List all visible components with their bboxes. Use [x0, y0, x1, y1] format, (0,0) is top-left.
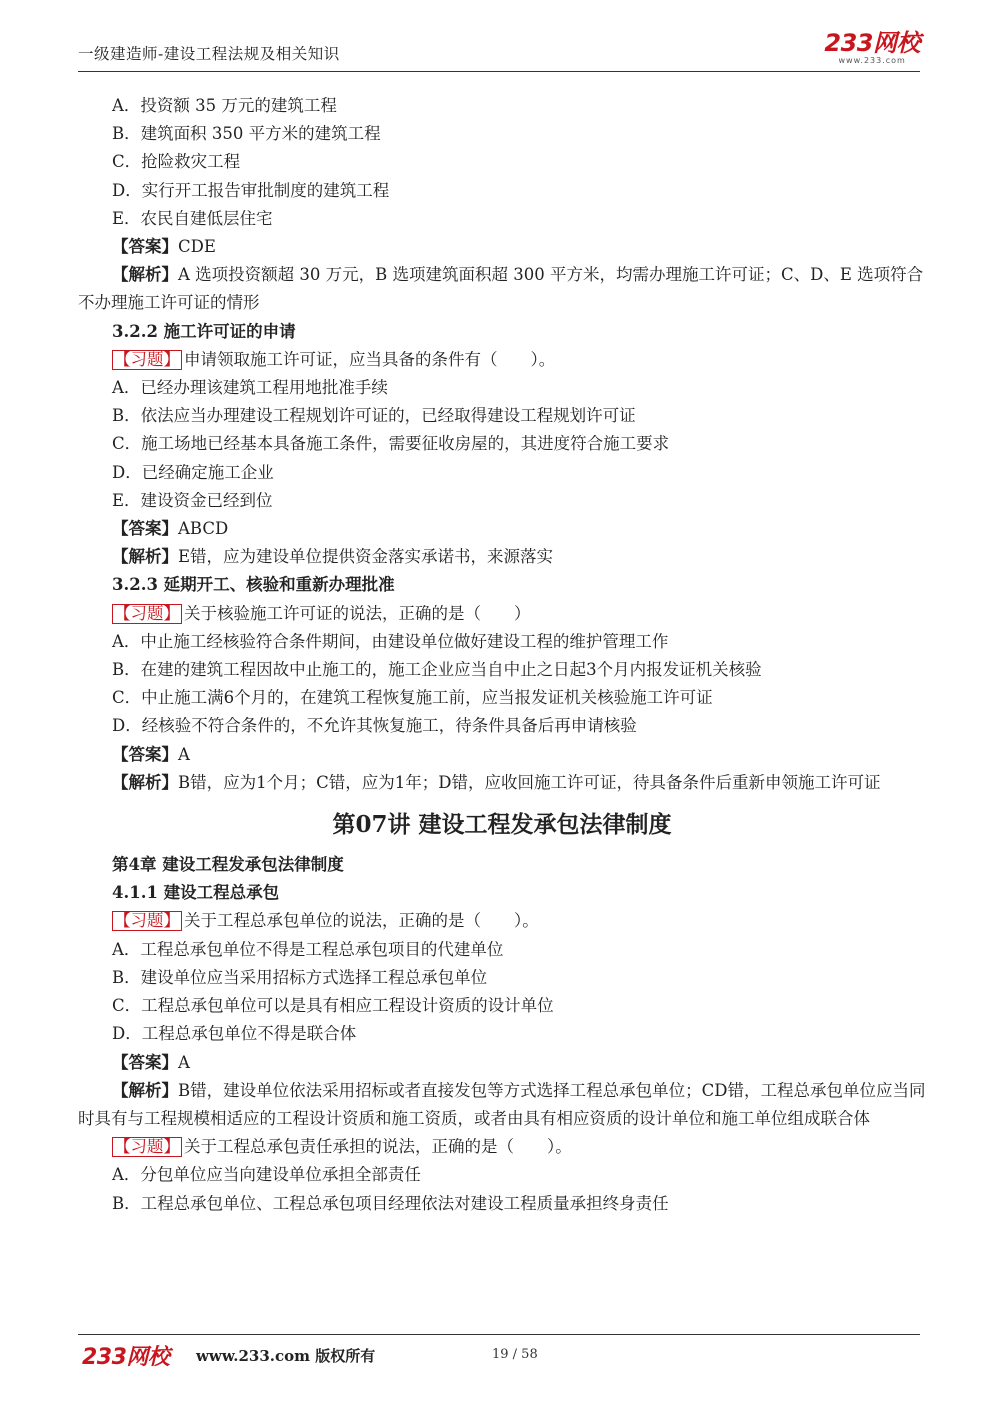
option: D．已经确定施工企业 [112, 462, 274, 482]
answer-line [78, 741, 926, 769]
answer-label: 【答案】 [112, 744, 178, 764]
option: A．投资额 35 万元的建筑工程 [112, 96, 337, 115]
answer-label: 【答案】 [112, 1052, 178, 1072]
option: E．建设资金已经到位 [112, 490, 273, 510]
question-line [78, 1133, 926, 1161]
analysis-text: E错，应为建设单位提供资金落实承诺书，来源落实 [178, 547, 554, 567]
question-line [78, 600, 926, 628]
option: C．中止施工满6个月的，在建筑工程恢复施工前，应当报发证机关核验施工许可证 [112, 688, 713, 708]
chapter-heading: 第4章 建设工程发承包法律制度 [112, 855, 344, 875]
question-text: 关于核验施工许可证的说法，正确的是（ ） [184, 603, 531, 623]
answer-label: 【答案】 [112, 237, 178, 257]
page-header [78, 30, 920, 74]
answer-value: CDE [178, 237, 216, 257]
exercise-tag: 【习题】 [114, 603, 180, 623]
analysis-paragraph [78, 261, 926, 317]
option: A．工程总承包单位不得是工程总承包项目的代建单位 [112, 939, 504, 959]
analysis-line [78, 543, 926, 571]
section-heading: 3.2.3 延期开工、核验和重新办理批准 [112, 575, 395, 595]
question-line [78, 346, 926, 374]
document-body [78, 92, 926, 1218]
question-line [78, 907, 926, 935]
page-footer [78, 1340, 920, 1370]
exercise-tag: 【习题】 [114, 911, 180, 931]
answer-line [78, 515, 926, 543]
footer-logo: 233网校 [82, 1345, 170, 1370]
document-title: 一级建造师-建设工程法规及相关知识 [78, 45, 340, 63]
option: D．工程总承包单位不得是联合体 [112, 1024, 357, 1044]
analysis-text: A 选项投资额超 30 万元，B 选项建筑面积超 300 平方米，均需办理施工许可证；C、D、E 选项符合不办理施工许可证的情形 [78, 265, 924, 313]
exercise-tag: 【习题】 [114, 349, 180, 369]
analysis-label: 【解析】 [112, 547, 178, 567]
answer-value: ABCD [178, 519, 229, 539]
question-text: 关于工程总承包单位的说法，正确的是（ ）。 [184, 911, 539, 931]
option: D．经核验不符合条件的，不允许其恢复施工，待条件具备后再申请核验 [112, 716, 637, 736]
exercise-tag: 【习题】 [114, 1137, 180, 1157]
analysis-label: 【解析】 [112, 772, 178, 792]
brand-logo [824, 30, 920, 65]
option: B．在建的建筑工程因故中止施工的，施工企业应当自中止之日起3个月内报发证机关核验 [112, 660, 762, 680]
answer-line [78, 233, 926, 261]
option: E．农民自建低层住宅 [112, 208, 273, 228]
analysis-label: 【解析】 [112, 265, 178, 285]
page-number: 19 / 58 [492, 1347, 538, 1362]
option: A．中止施工经核验符合条件期间，由建设单位做好建设工程的维护管理工作 [112, 631, 669, 651]
footer-divider [78, 1334, 920, 1335]
logo-url: www.233.com [838, 56, 906, 65]
option: B．依法应当办理建设工程规划许可证的，已经取得建设工程规划许可证 [112, 406, 636, 426]
analysis-paragraph [78, 1077, 926, 1133]
analysis-text: B错，建设单位依法采用招标或者直接发包等方式选择工程总承包单位；CD错，工程总承包单位应当同时具有与工程规模相适应的工程设计资质和施工资质，或者由具有相应资质的设计单位和施工单位组成联合体 [78, 1080, 926, 1128]
analysis-paragraph [78, 769, 926, 797]
option: C．工程总承包单位可以是具有相应工程设计资质的设计单位 [112, 996, 554, 1016]
question-text: 关于工程总承包责任承担的说法，正确的是（ ）。 [184, 1137, 572, 1157]
option: B．建筑面积 350 平方米的建筑工程 [112, 124, 381, 144]
answer-value: A [178, 744, 190, 764]
answer-value: A [178, 1052, 190, 1072]
option: A．已经办理该建筑工程用地批准手续 [112, 378, 388, 398]
section-heading: 4.1.1 建设工程总承包 [112, 883, 280, 903]
option: A．分包单位应当向建设单位承担全部责任 [112, 1165, 421, 1185]
analysis-label: 【解析】 [112, 1080, 178, 1100]
logo-text: 233网校 [824, 29, 920, 57]
option: D．实行开工报告审批制度的建筑工程 [112, 180, 390, 200]
option: C．施工场地已经基本具备施工条件，需要征收房屋的，其进度符合施工要求 [112, 434, 670, 454]
section-heading: 3.2.2 施工许可证的申请 [112, 321, 296, 341]
option: B．建设单位应当采用招标方式选择工程总承包单位 [112, 967, 488, 987]
answer-line [78, 1049, 926, 1077]
question-text: 申请领取施工许可证，应当具备的条件有（ ）。 [184, 349, 556, 369]
answer-label: 【答案】 [112, 519, 178, 539]
analysis-text: B错，应为1个月；C错，应为1年；D错，应收回施工许可证，待具备条件后重新申领施工许可证 [178, 772, 881, 792]
option: B．工程总承包单位、工程总承包项目经理依法对建设工程质量承担终身责任 [112, 1193, 669, 1213]
copyright-text: www.233.com 版权所有 [196, 1347, 376, 1365]
header-divider [78, 71, 920, 72]
lecture-title: 第07讲 建设工程发承包法律制度 [332, 811, 672, 839]
option: C．抢险救灾工程 [112, 152, 241, 172]
